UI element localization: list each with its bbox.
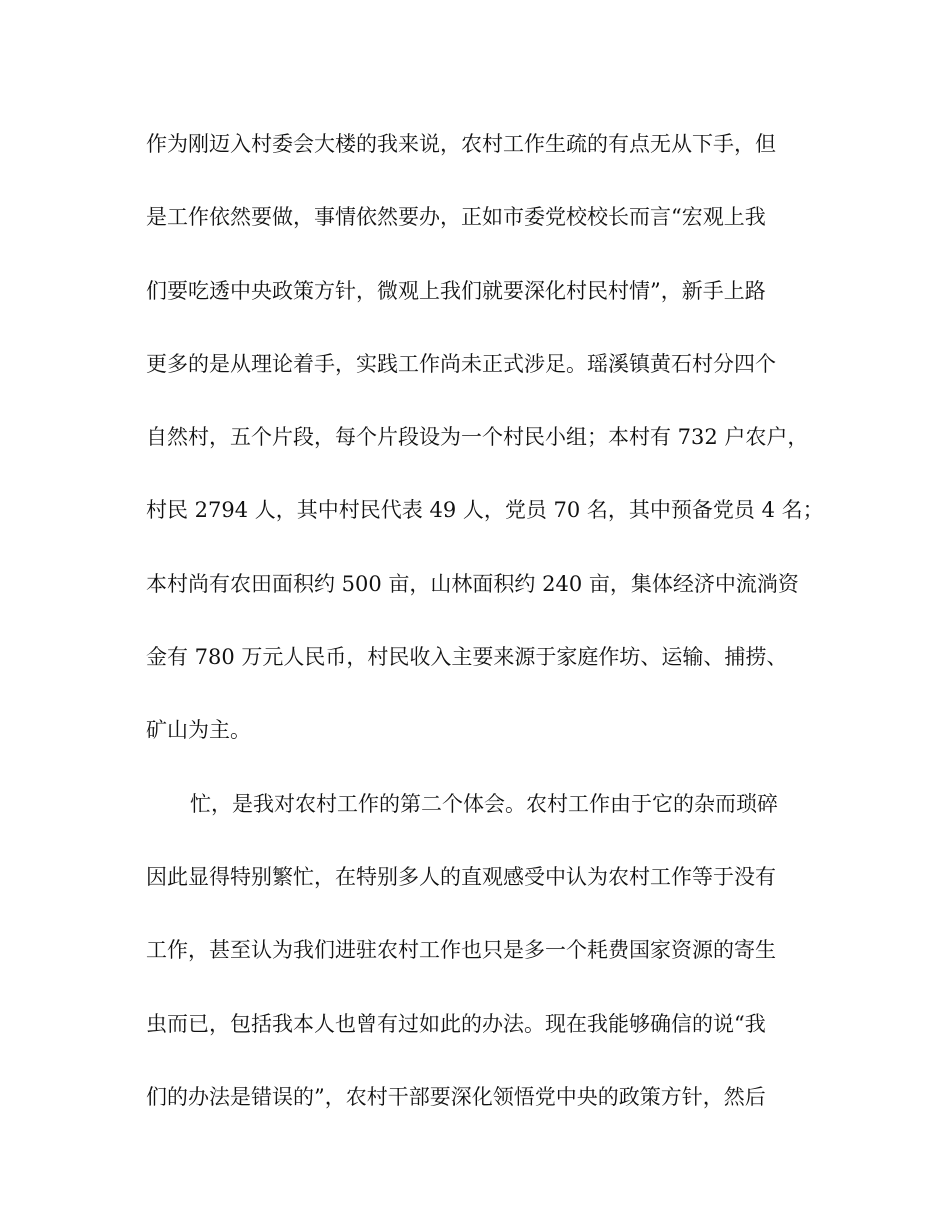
text-line: 因此显得特别繁忙，在特别多人的直观感受中认为农村工作等于没有 (146, 864, 776, 889)
text-line: 自然村，五个片段，每个片段设为一个村民小组；本村有 732 户农户， (146, 425, 809, 450)
paragraph-start-line: 忙，是我对农村工作的第二个体会。农村工作由于它的杂而琐碎 (190, 791, 778, 816)
text-line: 们要吃透中央政策方针，微观上我们就要深化村民村情”，新手上路 (146, 278, 766, 303)
text-line: 们的办法是错误的”，农村干部要深化领悟党中央的政策方针，然后 (146, 1084, 766, 1109)
text-line: 是工作依然要做，事情依然要办，正如市委党校校长而言“宏观上我 (146, 205, 766, 230)
text-line: 村民 2794 人，其中村民代表 49 人，党员 70 名，其中预备党员 4 名； (146, 498, 824, 523)
text-line: 本村尚有农田面积约 500 亩，山林面积约 240 亩，集体经济中流淌资 (146, 571, 799, 596)
document-body (146, 116, 824, 1142)
text-line: 虫而已，包括我本人也曾有过如此的办法。现在我能够确信的说“我 (146, 1011, 766, 1036)
text-line: 矿山为主。 (146, 718, 251, 743)
text-line: 工作，甚至认为我们进驻农村工作也只是多一个耗费国家资源的寄生 (146, 938, 776, 963)
text-line: 作为刚迈入村委会大楼的我来说，农村工作生疏的有点无从下手，但 (146, 132, 776, 156)
text-line: 金有 780 万元人民币，村民收入主要来源于家庭作坊、运输、捕捞、 (146, 645, 788, 670)
text-line: 更多的是从理论着手，实践工作尚未正式涉足。瑶溪镇黄石村分四个 (146, 351, 776, 376)
